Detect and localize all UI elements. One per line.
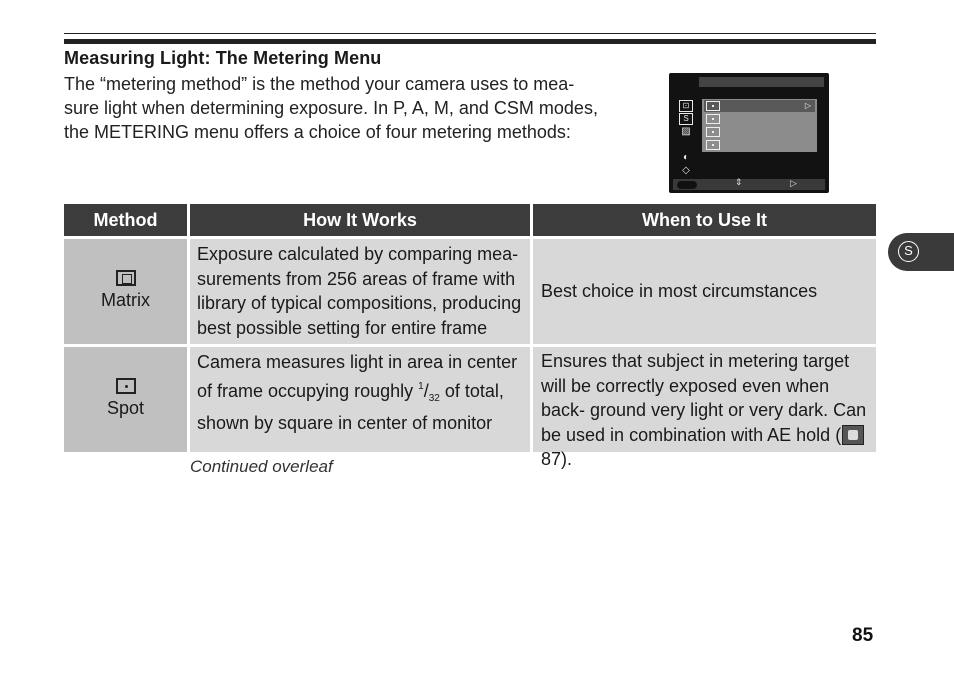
intro-line: sure light when determining exposure. In P, A, M, and CSM modes, xyxy=(64,98,598,118)
ae-hold-icon xyxy=(842,425,864,445)
metering-menu-screen-illustration xyxy=(669,73,829,193)
lcd-row-center-weighted xyxy=(704,126,815,138)
how-text: Camera measures light in area in center of frame occupying roughly xyxy=(197,352,518,401)
method-cell-spot xyxy=(64,347,187,452)
updown-arrow-icon: ⇕ xyxy=(735,177,743,187)
lcd-row-multi-spot xyxy=(704,139,815,151)
lcd-row-matrix xyxy=(704,100,815,112)
when-text-main: Ensures that subject in metering target will be correctly exposed even when back- ground very light or very dark. Can be used in combination with AE hold ( xyxy=(541,351,867,445)
intro-paragraph xyxy=(64,72,604,144)
fraction-numerator: 1 xyxy=(418,380,424,392)
page-reference: 87). xyxy=(541,449,573,469)
intro-line: The “metering method” is the method your camera uses to mea- xyxy=(64,74,575,94)
lcd-side-icon: ◇ xyxy=(682,165,690,176)
fraction-slash: / xyxy=(423,380,429,401)
page-number: 85 xyxy=(852,625,874,646)
top-rule-thick xyxy=(64,39,876,44)
right-arrow-icon: ▷ xyxy=(790,178,797,188)
method-label: Spot xyxy=(106,398,145,419)
multi-spot-icon xyxy=(706,140,720,150)
method-cell-matrix xyxy=(64,239,187,344)
lcd-menu-button-icon xyxy=(677,181,697,189)
lcd-side-icon: ◐ xyxy=(682,152,690,163)
when-cell-spot xyxy=(533,347,876,469)
when-cell-matrix: Best choice in most circumstances xyxy=(533,239,876,344)
lcd-menu-panel xyxy=(702,99,817,152)
section-title: Measuring Light: The Metering Menu xyxy=(64,48,382,68)
header-when-to-use: When to Use It xyxy=(533,204,876,236)
metering-mode-icon: ⊡ xyxy=(679,100,693,112)
method-label: Matrix xyxy=(101,290,150,311)
how-cell-matrix: Exposure calculated by comparing mea- surements from 256 areas of frame with library of typical compositions, producing best possible setting for entire frame xyxy=(190,239,530,344)
header-method: Method xyxy=(64,204,187,236)
spot-icon xyxy=(706,114,720,124)
spot-metering-icon xyxy=(116,378,136,394)
header-how-it-works: How It Works xyxy=(190,204,530,236)
continued-note: Continued overleaf xyxy=(190,457,333,476)
matrix-icon xyxy=(706,101,720,111)
lcd-title-bar xyxy=(699,77,824,87)
top-rule-thin xyxy=(64,33,876,34)
lcd-side-hatch-icon: ▨ xyxy=(681,126,691,137)
fraction-denominator: 32 xyxy=(428,392,440,404)
center-weighted-icon xyxy=(706,127,720,137)
when-text xyxy=(541,349,870,472)
matrix-metering-icon xyxy=(116,270,136,286)
lcd-bottom-bar xyxy=(673,179,825,190)
intro-line: the METERING menu offers a choice of four metering methods: xyxy=(64,122,571,142)
lcd-row-spot xyxy=(704,113,815,125)
section-tab-marker xyxy=(888,233,954,271)
lcd-side-icon: S xyxy=(679,113,693,125)
shooting-tab-icon: S xyxy=(898,241,919,262)
how-cell-spot xyxy=(190,347,530,452)
how-text: of total, shown by square in center of monitor xyxy=(197,380,504,433)
right-arrow-icon: ▷ xyxy=(804,101,811,110)
